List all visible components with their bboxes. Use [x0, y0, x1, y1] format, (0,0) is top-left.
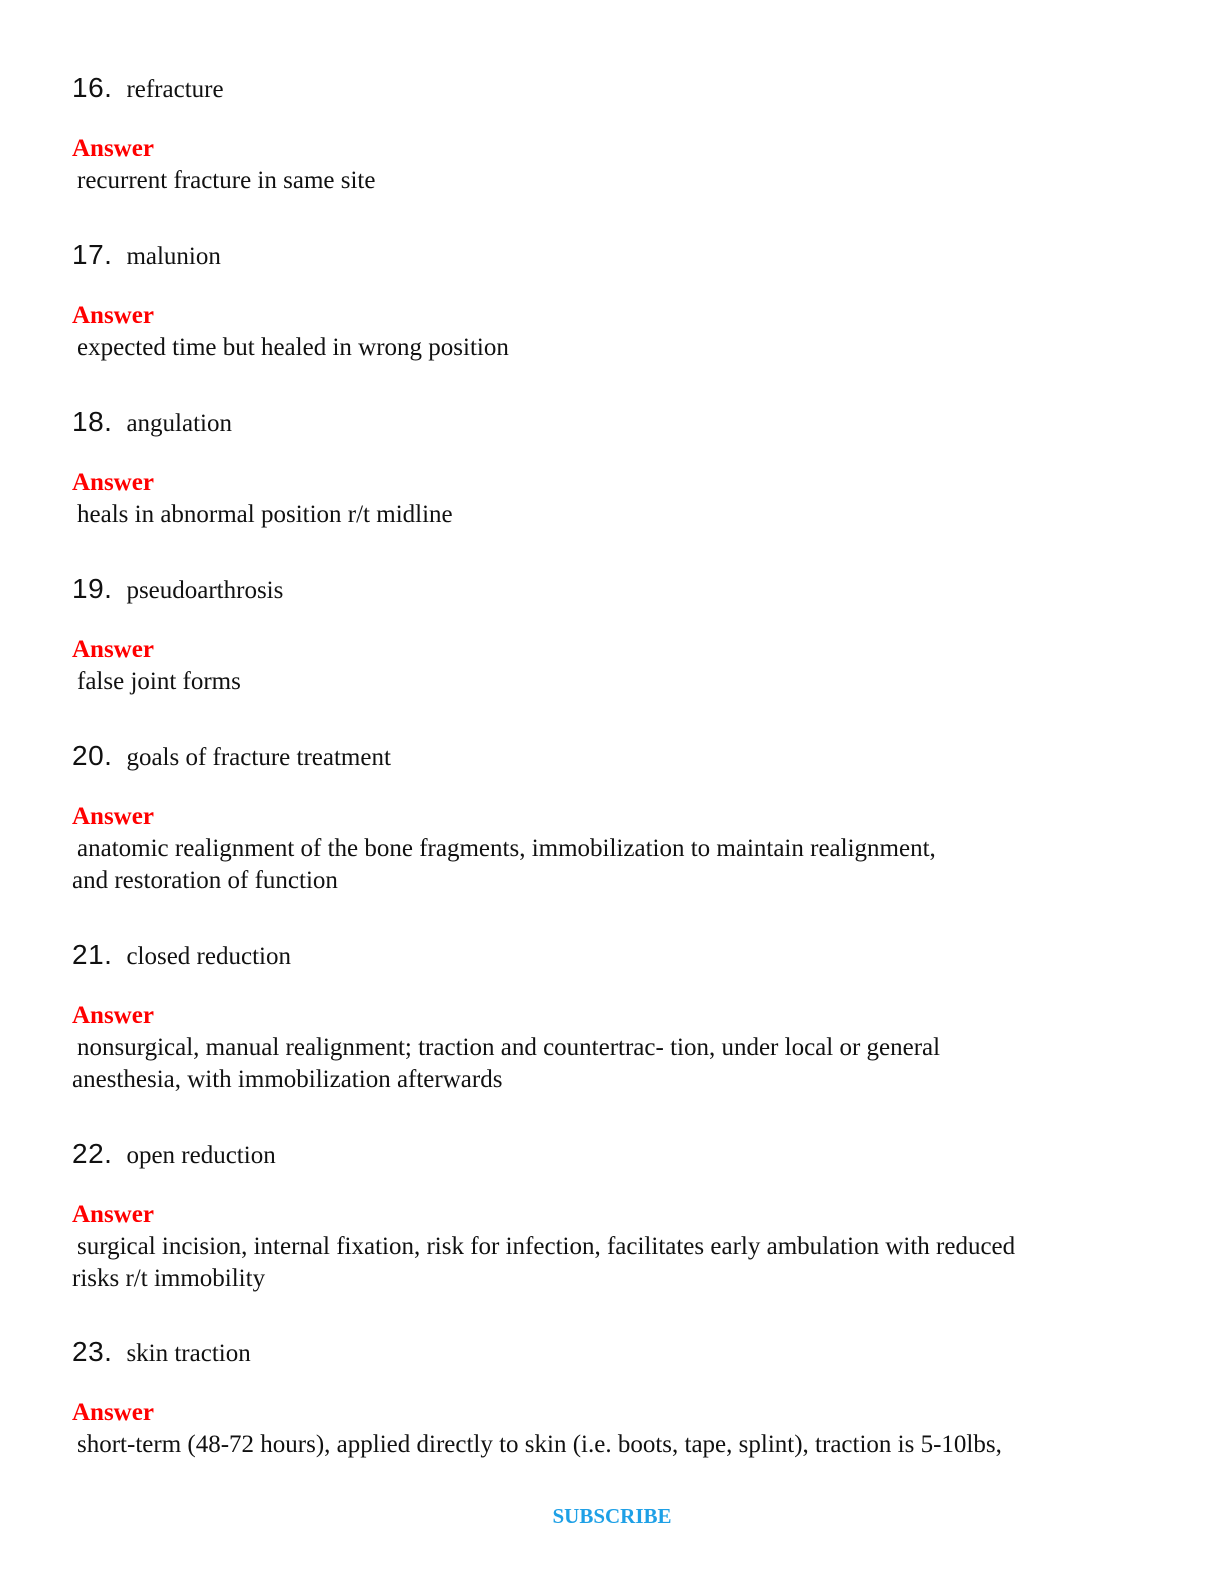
question-number: 17.: [72, 239, 113, 270]
question-number: 16.: [72, 72, 113, 103]
question-row: [72, 573, 1152, 613]
answer-line: surgical incision, internal fixation, risk for infection, facilitates early ambulation with reduced: [77, 1233, 1016, 1260]
answer-text: [72, 833, 1132, 897]
answer-line: risks r/t immobility: [72, 1265, 266, 1292]
question-term: skin traction: [126, 1340, 251, 1367]
question-term: closed reduction: [126, 943, 291, 970]
answer-label: Answer: [72, 1201, 154, 1228]
question-number: 23.: [72, 1336, 113, 1367]
qa-item-21: [72, 939, 1152, 1096]
question-term: goals of fracture treatment: [126, 744, 391, 771]
answer-line: and restoration of function: [72, 867, 338, 894]
answer-line: anesthesia, with immobilization afterwards: [72, 1066, 503, 1093]
answer-line: short-term (48-72 hours), applied directly to skin (i.e. boots, tape, splint), traction is 5-10lbs,: [77, 1431, 1002, 1458]
question-row: [72, 740, 1152, 780]
qa-item-20: [72, 740, 1152, 897]
question-row: [72, 406, 1152, 446]
answer-label: Answer: [72, 803, 154, 830]
answer-label: Answer: [72, 135, 154, 162]
question-row: [72, 939, 1152, 979]
question-term: open reduction: [126, 1142, 276, 1169]
answer-text: [72, 165, 1132, 197]
answer-text: [72, 1231, 1132, 1295]
answer-line: recurrent fracture in same site: [77, 167, 376, 194]
answer-label: Answer: [72, 469, 154, 496]
answer-text: [72, 332, 1132, 364]
qa-item-19: [72, 573, 1152, 698]
question-row: [72, 1336, 1152, 1376]
qa-item-23: [72, 1336, 1152, 1461]
answer-line: nonsurgical, manual realignment; traction and countertrac- tion, under local or general: [77, 1034, 941, 1061]
question-number: 20.: [72, 740, 113, 771]
question-row: [72, 239, 1152, 279]
answer-label: Answer: [72, 302, 154, 329]
answer-label: Answer: [72, 636, 154, 663]
question-term: refracture: [126, 76, 224, 103]
answer-text: [72, 666, 1132, 698]
qa-item-17: [72, 239, 1152, 364]
answer-line: anatomic realignment of the bone fragments, immobilization to maintain realignment,: [77, 835, 936, 862]
answer-line: false joint forms: [77, 668, 241, 695]
question-term: angulation: [126, 410, 232, 437]
answer-text: [72, 499, 1132, 531]
answer-line: heals in abnormal position r/t midline: [77, 501, 453, 528]
subscribe-link[interactable]: SUBSCRIBE: [552, 1504, 672, 1528]
qa-item-18: [72, 406, 1152, 531]
answer-label: Answer: [72, 1399, 154, 1426]
question-term: malunion: [126, 243, 221, 270]
question-term: pseudoarthrosis: [126, 577, 284, 604]
answer-text: [72, 1032, 1132, 1096]
answer-text: [72, 1429, 1132, 1461]
question-row: [72, 72, 1152, 112]
question-number: 22.: [72, 1138, 113, 1169]
qa-item-22: [72, 1138, 1152, 1295]
question-number: 19.: [72, 573, 113, 604]
answer-label: Answer: [72, 1002, 154, 1029]
question-number: 18.: [72, 406, 113, 437]
question-number: 21.: [72, 939, 113, 970]
answer-line: expected time but healed in wrong position: [77, 334, 509, 361]
qa-item-16: [72, 72, 1152, 197]
question-row: [72, 1138, 1152, 1178]
